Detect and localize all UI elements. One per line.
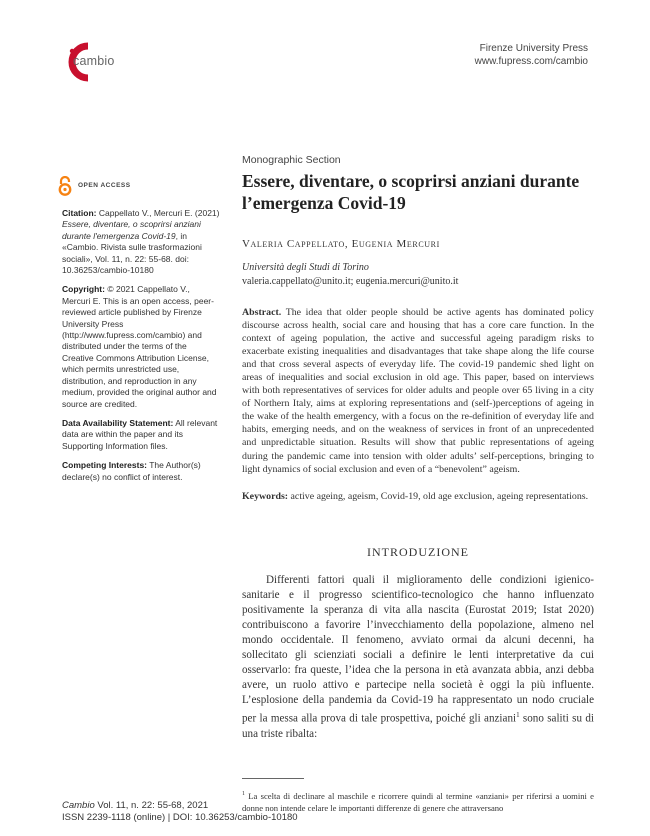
journal-name: Cambio	[62, 800, 95, 811]
footnote-divider	[242, 778, 304, 779]
citation-block	[62, 208, 220, 276]
author-names: Valeria Cappellato, Eugenia Mercuri	[242, 238, 440, 250]
footnote-text: La scelta di declinare al maschile e ricorrere quindi al termine «anziani» per riferirsi a uomini e donne non intende celare le importanti differenze di genere che attraversano	[242, 790, 594, 813]
author-emails: valeria.cappellato@unito.it; eugenia.mercuri@unito.it	[242, 276, 459, 287]
citation-title: Essere, diventare, o scoprirsi anziani durante l'emergenza Covid-19	[62, 219, 201, 241]
citation-label: Citation:	[62, 208, 97, 218]
data-availability-label: Data Availability Statement:	[62, 417, 174, 428]
article-sidebar	[62, 208, 220, 491]
competing-interests-label: Competing Interests:	[62, 460, 148, 471]
section-label: Monographic Section	[242, 154, 341, 166]
abstract-label: Abstract.	[242, 307, 282, 318]
journal-issue: Vol. 11, n. 22: 55-68, 2021	[94, 800, 209, 811]
intro-tail: sono saliti su di una triste ribalta:	[242, 712, 594, 740]
citation-rest: , in «Cambio. Rivista sulle trasformazioni sociali», Vol. 11, n. 22: 55-68. doi: 10.36253/cambio-10180	[62, 230, 202, 276]
page-footer	[62, 800, 298, 824]
keywords-text: active ageing, ageism, Covid-19, old age exclusion, ageing representations.	[290, 491, 589, 502]
logo-text: cambio	[73, 54, 115, 68]
title-line-2: l’emergenza Covid-19	[242, 193, 406, 213]
intro-text: Differenti fattori quali il miglioramento delle condizioni igienico-sanitarie e il progresso scientifico-tecnologico che hanno influenzato positivamente la speranza di vita alla nascita (Eurostat 2019; Istat 2020) contribuiscono a favorire l’invecchiamento della popolazione, almeno nel mondo occidentale. Il fenomeno, avviato ormai da alcuni decenni, ha sollecitato gli scienziati sociali a definire le lenti interpretative da cui osservarlo: fra queste, l’idea che la persona in età avanzata abbia, anzi debba avere, un ruolo attivo e partecipe nella società è oggi la più influente. L’esplosione della pandemia da Covid-19 ha rappresentato un nodo cruciale per la messa alla prova di tale prospettiva, poiché gli anziani	[242, 574, 594, 725]
affiliation: Università degli Studi di Torino	[242, 262, 369, 273]
journal-citation	[62, 800, 298, 812]
abstract	[242, 306, 594, 476]
keywords-label: Keywords:	[242, 491, 289, 502]
footnote-ref[interactable]: 1	[516, 711, 520, 719]
competing-interests-text: The Author(s) declare(s) no conflict of interest.	[62, 460, 201, 482]
title-line-1: Essere, diventare, o scoprirsi anziani durante	[242, 171, 580, 191]
intro-paragraph	[242, 573, 594, 742]
footnote-number: 1	[242, 791, 245, 797]
article-title	[242, 170, 602, 214]
copyright-text: © 2021 Cappellato V., Mercuri E. This is an open access, peer-reviewed article published by Firenze University Press (http://www.fupress.com/cambio) and distributed under the terms of the Creative Commons Attribution License, which permits unrestricted use, distribution, and reproduction in any medium, provided the original author and source are credited.	[62, 284, 217, 409]
publisher-name: Firenze University Press	[479, 43, 588, 54]
data-availability-block	[62, 418, 220, 452]
abstract-text: The idea that older people should be active agents has dominated policy discourse across health, social care and housing that has a core care function. In the context of ageing population, the active and successful ageing paradigm risks to exacerbate existing inequalities and disadvantages that take shape along the life course and that cross several aspects of everyday life. The covid-19 pandemic shed light on areas of inequalities and social exclusion in old age. This paper, based on interviews with both representatives of services for older adults and people over 65 living in a city of Northern Italy, aims at exploring representations and (self-)perceptions of ageing in the wake of the health emergency, with a focus on the re-definition of everyday life and habits, emerging needs, and on the weakness of services in front of an unprecedented and unpredictable situation. Results will show that public representations of ageing during the pandemic came into tension with older adults’ self-perceptions, bringing to light dynamics of social exclusion and even of a “benevolent” ageism.	[242, 307, 594, 475]
open-access-label: OPEN ACCESS	[78, 182, 131, 189]
copyright-label: Copyright:	[62, 284, 105, 295]
publisher-info	[475, 42, 588, 68]
intro-heading: INTRODUZIONE	[367, 545, 469, 559]
copyright-block	[62, 284, 220, 409]
competing-interests-block	[62, 460, 220, 483]
open-access-icon	[58, 176, 72, 196]
citation-authors: Cappellato V., Mercuri E. (2021)	[98, 208, 220, 218]
keywords	[242, 490, 594, 503]
issn-doi: ISSN 2239-1118 (online) | DOI: 10.36253/cambio-10180	[62, 812, 298, 823]
publisher-url[interactable]: www.fupress.com/cambio	[474, 56, 588, 67]
data-availability-text: All relevant data are within the paper and its Supporting Information files.	[62, 417, 218, 451]
